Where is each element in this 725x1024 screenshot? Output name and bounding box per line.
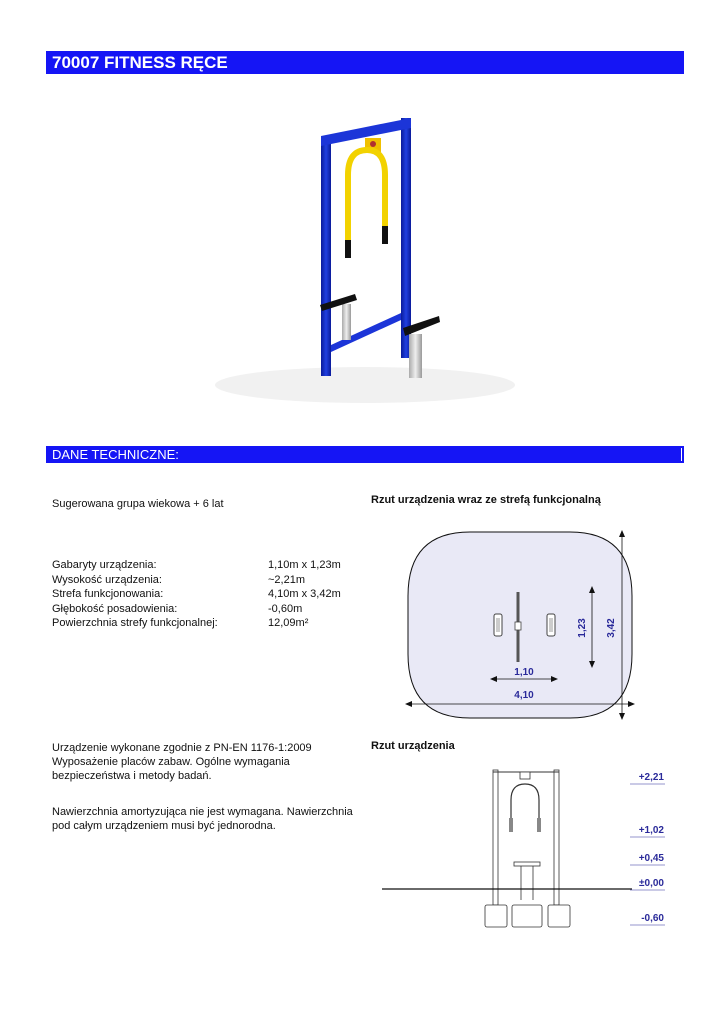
section-divider	[681, 448, 682, 461]
dim-zone-width: 4,10	[514, 690, 534, 701]
dim-device-width: 1,10	[514, 667, 534, 678]
dim-device-depth: 1,23	[577, 618, 588, 638]
elevation-title: Rzut urządzenia	[371, 740, 455, 752]
spec-label: Powierzchnia strefy funkcjonalnej:	[52, 617, 218, 629]
spec-row	[52, 587, 352, 602]
level-label: ±0,00	[639, 878, 664, 889]
spec-value: 1,10m x 1,23m	[268, 559, 341, 571]
spec-value: 4,10m x 3,42m	[268, 588, 341, 600]
section-title-text: DANE TECHNICZNE:	[52, 447, 179, 462]
spec-row	[52, 616, 352, 631]
spec-row	[52, 558, 352, 573]
page-title: 70007 FITNESS RĘCE	[46, 51, 684, 74]
spec-value: ~2,21m	[268, 573, 305, 586]
age-group: Sugerowana grupa wiekowa + 6 lat	[52, 498, 224, 510]
spec-label: Głębokość posadowienia:	[52, 602, 178, 615]
norm-line: bezpieczeństwa i metody badań.	[52, 770, 212, 782]
product-image	[135, 100, 589, 426]
level-label: -0,60	[641, 913, 664, 924]
spec-row	[52, 602, 352, 617]
spec-value: -0,60m	[268, 602, 303, 615]
spec-label: Wysokość urządzenia:	[52, 573, 162, 586]
spec-label: Gabaryty urządzenia:	[52, 559, 157, 571]
surface-line: pod całym urządzeniem musi być jednorodna.	[52, 820, 276, 832]
norm-line: Urządzenie wykonane zgodnie z PN-EN 1176-1:2009	[52, 742, 312, 754]
spec-value: 12,09m²	[268, 617, 309, 629]
surface-line: Nawierzchnia amortyzująca nie jest wymagana. Nawierzchnia	[52, 806, 353, 818]
plan-title: Rzut urządzenia wraz ze strefą funkcjonalną	[371, 494, 601, 506]
level-label: +1,02	[638, 825, 664, 836]
elevation-drawing	[380, 760, 670, 935]
norm-paragraph	[52, 741, 312, 783]
spec-label: Strefa funkcjonowania:	[52, 588, 164, 600]
plan-drawing	[400, 526, 640, 726]
norm-line: Wyposażenie placów zabaw. Ogólne wymagania	[52, 756, 290, 768]
level-label: +2,21	[638, 772, 664, 783]
spec-table	[52, 558, 352, 631]
spec-row	[52, 573, 352, 588]
level-label: +0,45	[638, 853, 664, 864]
section-title	[46, 446, 684, 463]
surface-paragraph	[52, 805, 353, 833]
dim-zone-depth: 3,42	[606, 618, 617, 638]
